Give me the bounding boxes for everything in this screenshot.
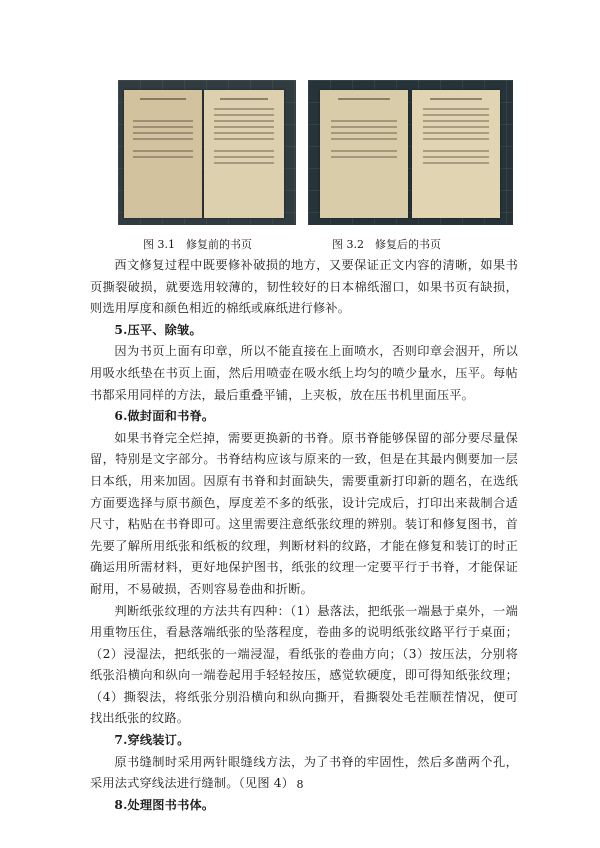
paragraph: 西文修复过程中既要修补破损的地方，又要保证正文内容的清晰，如果书页撕裂破损，就要选用较薄的，韧性较好的日本棉纸溜口，如果书页有缺损，则选用厚度和颜色相近的棉纸或麻纸进行修补。 — [90, 258, 518, 316]
book-page-right — [412, 90, 500, 218]
body-text — [90, 255, 518, 816]
figure-caption-1: 图 3.1 修复前的书页 — [143, 238, 252, 251]
book-page-left — [320, 90, 408, 218]
paragraph: 如果书脊完全烂掉，需要更换新的书脊。原书脊能够保留的部分要尽量保留，特别是文字部分。书脊结构应该与原来的一致，但是在其最内侧要加一层日本纸，用来加固。因原有书脊和封面缺失，需要重新打印新的题名，在选纸方面要选择与原书颜色，厚度差不多的纸张，设计完成后，打印出来裁制合适尺寸，粘贴在书脊即可。这里需要注意纸张纹理的辨别。装订和修复图书，首先要了解所用纸张和纸板的纹理，判断材料的纹路，才能在修复和装订的时正确运用所需材料，更好地保护图书，纸张的纹理一定要平行于书脊，才能保证耐用，不易破损，否则容易卷曲和折断。 — [90, 430, 518, 596]
section-heading: 8.处理图书书体。 — [114, 797, 215, 812]
section-heading: 6.做封面和书脊。 — [114, 409, 215, 424]
book-page-right — [204, 90, 284, 218]
photo-after-repair — [308, 80, 513, 225]
section-heading: 5.压平、除皱。 — [114, 322, 202, 337]
photo-before-repair — [118, 80, 296, 225]
paragraph: 原书缝制时采用两针眼缝线方法，为了书脊的牢固性，然后多凿两个孔，采用法式穿线法进行缝制。（见图 4） — [90, 754, 518, 791]
figure-row — [118, 80, 513, 225]
paragraph: 因为书页上面有印章，所以不能直接在上面喷水，否则印章会洇开，所以用吸水纸垫在书页上面，然后用喷壶在吸水纸上均匀的喷少量水，压平。每帖书都采用同样的方法，最后重叠平铺，上夹板，放在压书机里面压平。 — [90, 344, 518, 402]
paragraph: 判断纸张纹理的方法共有四种：（1）悬落法，把纸张一端悬于桌外，一端用重物压住，看悬落端纸张的坠落程度，卷曲多的说明纸张纹路平行于桌面；（2）浸湿法，把纸张的一端浸湿，看纸张的卷曲方向；（3）按压法，分别将纸张沿横向和纵向一端卷起用手轻轻按压，感觉软硬度，即可得知纸张纹理；（4）撕裂法，将纸张分别沿横向和纵向撕开，看撕裂处毛茬顺茬情况，便可找出纸张的纹路。 — [90, 603, 518, 726]
page-number: 8 — [296, 778, 304, 791]
book-page-left — [124, 90, 202, 218]
section-heading: 7.穿线装订。 — [114, 733, 190, 748]
figure-caption-2: 图 3.2 修复后的书页 — [332, 238, 441, 251]
